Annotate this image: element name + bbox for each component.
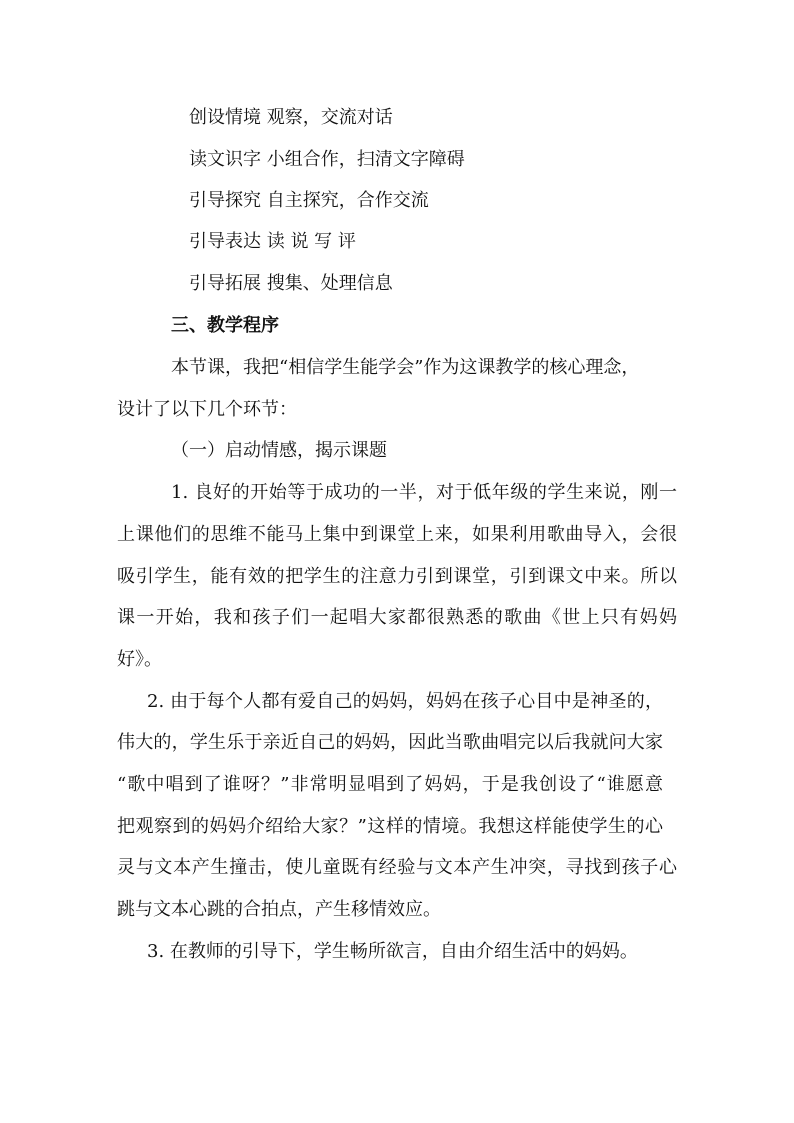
paragraph-line: 上课他们的思维不能马上集中到课堂上来，如果利用歌曲导入，会很 (117, 524, 677, 545)
section-heading: 三、教学程序 (171, 315, 279, 336)
paragraph-line: “歌中唱到了谁呀？”非常明显唱到了妈妈，于是我创设了“谁愿意 (117, 774, 663, 795)
paragraph-line: 吸引学生，能有效的把学生的注意力引到课堂，引到课文中来。所以 (117, 566, 677, 587)
paragraph-line: 伟大的，学生乐于亲近自己的妈妈，因此当歌曲唱完以后我就问大家 (117, 732, 663, 753)
method-line: 引导拓展 搜集、处理信息 (189, 273, 393, 294)
intro-line: 本节课，我把“相信学生能学会”作为这课教学的核心理念， (171, 357, 640, 378)
method-line: 读文识字 小组合作，扫清文字障碍 (189, 149, 465, 170)
method-line: 引导表达 读 说 写 评 (189, 231, 356, 252)
paragraph-line: 跳与文本心跳的合拍点，产生移情效应。 (117, 899, 441, 920)
paragraph-line: 课一开始，我和孩子们一起唱大家都很熟悉的歌曲《世上只有妈妈 (117, 607, 677, 628)
paragraph-line: 3. 在教师的引导下，学生畅所欲言，自由介绍生活中的妈妈。 (147, 941, 638, 962)
method-line: 创设情境 观察，交流对话 (189, 107, 393, 128)
paragraph-line: 灵与文本产生撞击，使儿童既有经验与文本产生冲突，寻找到孩子心 (117, 857, 677, 878)
paragraph-line: 2. 由于每个人都有爱自己的妈妈，妈妈在孩子心目中是神圣的， (147, 691, 663, 712)
subheading: （一）启动情感，揭示课题 (171, 440, 387, 461)
intro-line: 设计了以下几个环节： (117, 399, 297, 420)
method-line: 引导探究 自主探究，合作交流 (189, 190, 429, 211)
paragraph-line: 1. 良好的开始等于成功的一半，对于低年级的学生来说，刚一 (171, 482, 677, 503)
paragraph-line: 把观察到的妈妈介绍给大家？”这样的情境。我想这样能使学生的心 (117, 816, 663, 837)
paragraph-line: 好》。 (117, 649, 162, 670)
